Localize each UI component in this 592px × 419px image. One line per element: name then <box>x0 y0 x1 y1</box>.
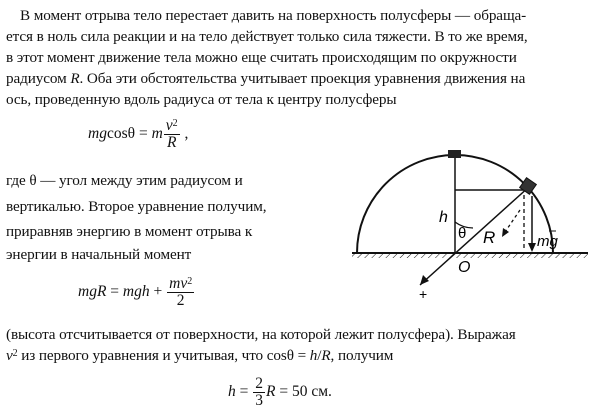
paragraph-1-line-2: ется в ноль сила реакции и на тело действует только сила тяжести. В то же время, <box>6 28 528 45</box>
label-h: h <box>439 209 448 226</box>
paragraph-1-line-1: В момент отрыва тело перестает давить на поверхность полусферы — обраща- <box>20 7 527 24</box>
ground-hatching <box>352 253 588 258</box>
radius-line <box>420 186 530 285</box>
top-block <box>448 150 461 158</box>
label-mg: mg <box>537 233 558 250</box>
paragraph-3-line-1: (высота отсчитывается от поверхности, на которой лежит полусфера). Выражая <box>6 326 516 343</box>
paragraph-1-line-3: в этот момент движение тела можно еще считать происходящим по окружности <box>6 49 517 66</box>
paragraph-2-line-1: где θ — угол между этим радиусом и <box>6 172 243 189</box>
label-O: O <box>458 259 471 276</box>
equation-motion: mgcosθ = m $\frac{v^2}{R}$ , <box>88 117 189 151</box>
paragraph-3-line-2: $v^2$ из первого уравнения и учитывая, что cosθ = h/R, получим <box>6 347 394 364</box>
paragraph-1-line-5: ось, проведенную вдоль радиуса от тела к центру полусферы <box>6 91 397 108</box>
label-theta: θ <box>458 225 467 242</box>
paragraph-2-line-3: приравняв энергию в момент отрыва к <box>6 223 253 240</box>
body-block <box>520 178 537 195</box>
paragraph-2-line-4: энергии в начальный момент <box>6 246 192 263</box>
direction-arrow <box>420 275 429 285</box>
equation-energy: mgR = mgh + $\frac{mv^2}{2}$ <box>78 275 193 309</box>
paragraph-2-line-2: вертикалью. Второе уравнение получим, <box>6 198 267 215</box>
label-R: R <box>483 228 496 247</box>
equation-result: h = $\frac{2}{3}$ R = 50 см. <box>228 375 332 409</box>
paragraph-1-line-4: радиусом R. Оба эти обстоятельства учитывает проекция уравнения движения на <box>6 70 526 87</box>
label-plus: + <box>419 286 428 302</box>
